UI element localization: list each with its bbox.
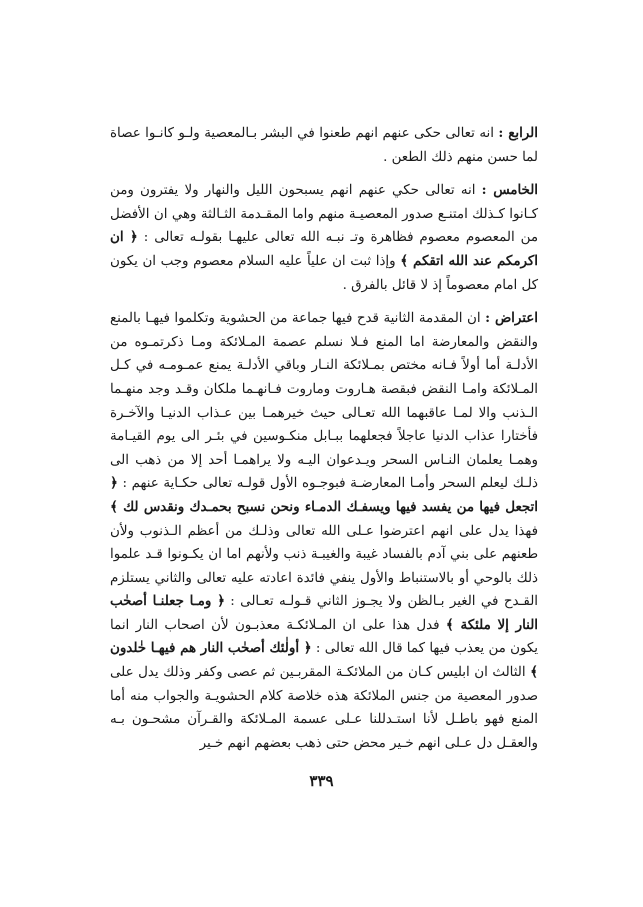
- quranic-quote: ﴿ أولٰئك أصحٰب النار هم فيهـا خٰلدون ﴾: [110, 640, 538, 681]
- paragraph-objection: [110, 307, 538, 755]
- quranic-quote: ﴿ ان اكرمكم عند الله اتقكم ﴾: [110, 229, 538, 269]
- paragraph-fifth: [110, 179, 538, 297]
- paragraph-fourth: [110, 122, 538, 169]
- paragraph-heading: الخامس :: [481, 182, 539, 199]
- page-body: [110, 122, 538, 765]
- quranic-quote: ﴿ اتجعل فيها من يفسد فيها ويسفـك الدمـاء ونحن نسبح بحمـدك ونقدس لك ﴾: [110, 475, 538, 515]
- paragraph-text: فهذا يدل على انهم اعترضوا عـلى الله تعالى وذلـك من أعظم الـذنوب ولأن طعنهم على بني آدم بالفساد غيبة والغيبـة ذنب ولأنهم اما ان يكـونوا قـد علموا ذلك بالوحي أو بالاستنباط والأول ينفي فائدة اعادته عليه تعالى والثاني يستلزم القـدح في الغير بـالظن ولا يجـوز الثاني قـولـه تعـالى :: [110, 523, 538, 610]
- paragraph-heading: اعتراض :: [485, 310, 538, 327]
- paragraph-text: فدل هذا على ان المـلائكـة معذبـون لأن اصحاب النار انما يكون من يعذب فيها كما قال الله تعالى :: [110, 617, 538, 657]
- paragraph-text: انه تعالى حكى عنهم انهم طعنوا في البشر بـالمعصية ولـو كانـوا عصاة لما حسن منهم ذلك الطعن .: [110, 126, 538, 165]
- paragraph-text: الثالث ان ابليس كـان من الملائكـة المقربـين ثم عصى وكفر وذلك يدل على صدور المعصية من جنس الملائكة هذه خلاصة كلام الحشويـة والجواب منه أما المنع فهو باطـل لأنا استـدللنا عـلى عسمة المـلائكة والقـرآن مشحـون بـه والعقـل دل عـلى انهم خـير محض حتى ذهب بعضهم انهم خـير: [110, 665, 538, 751]
- quranic-quote: ﴿ ومـا جعلنـا أصحٰب النار إلا ملئكة ﴾: [110, 593, 539, 633]
- paragraph-text: انه تعالى حكي عنهم انهم يسبحون الليل والنهار ولا يفترون ومن كـانوا كـذلك امتنـع صدور المعصيـة منهم واما المقـدمة الثـالثة وهي ان الأفضل من المعصوم معصوم فظاهرة وتـ نبـه الله تعالى عليهـا بقولـه تعالى :: [110, 183, 538, 246]
- page-number: ٣٣٩: [309, 772, 334, 790]
- paragraph-text: وإذا ثبت ان علياً عليه السلام معصوم وجب ان يكون كل امام معصوماً إذ لا قائل بالفرق .: [110, 253, 538, 293]
- paragraph-text: ان المقدمة الثانية قدح فيها جماعة من الحشوية وتكلموا فيهـا بالمنع والنقض والمعارضة اما المنع فـلا نسلم عصمة المـلائكة ومـا ذكرتمـوه من الأدلـة أما أولاً فـانه مختص بمـلائكة النـار وباقي الأدلـة يمنع عمـومـه في كـل المـلائكة وامـا النقض فبقصة هـاروت وماروت فـانهـما ملكان وقـد وجد منهـما الـذنب والا لمـا عاقبهما الله تعـالى حيث خيرهمـا بين عـذاب الدنيـا والآخـرة فأختارا عذاب الدنيا عاجلاً فجعلهما ببـابل منكـوسين في بئـر الى يوم القيـامة وهمـا يعلمان النـاس السحر ويـدعوان اليـه ولا يراهمـا أحد إلا من ذهب الى ذلـك ليعلم السحر وأمـا المعارضـة فبوجـوه الأول قولـه تعالى حكـاية عنهم :: [110, 311, 538, 492]
- paragraph-heading: الرابع :: [498, 125, 538, 141]
